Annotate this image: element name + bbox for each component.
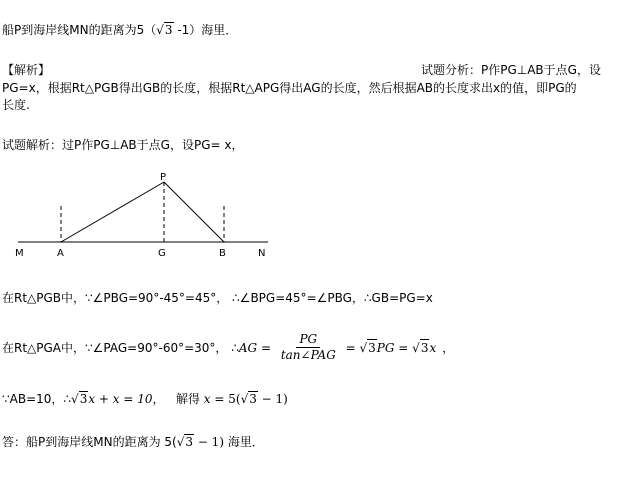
solution-intro: 试题解析：过P作PG⊥AB于点G，设PG= x， (2, 138, 244, 152)
step2-x: x (429, 340, 437, 355)
step3-prefix: ∵AB=10，∴ (2, 392, 72, 406)
label-g: G (158, 248, 166, 259)
sqrt-sign: √ (359, 340, 368, 355)
geometry-diagram (0, 172, 280, 262)
step2 (2, 332, 454, 363)
step2-ag: AG (238, 340, 258, 355)
label-b: B (219, 248, 226, 259)
intro-sqrt: 3 (164, 23, 173, 37)
label-p: P (160, 172, 167, 183)
step3-sqrt2: 3 (249, 392, 257, 406)
sqrt-sign: √ (240, 392, 249, 406)
step1: 在Rt△PGB中，∵∠PBG=90°-45°=45°， ∴∠BPG=45°=∠PBG，∴GB=PG=x (2, 291, 433, 305)
intro-line (2, 22, 237, 38)
step2-tail: ， (442, 340, 455, 355)
fraction-numerator: PG (296, 332, 320, 348)
step3 (2, 391, 288, 407)
label-m: M (15, 248, 24, 259)
analysis-line2: PG=x，根据Rt△PGB得出GB的长度，根据Rt△APG得出AG的长度，然后根据AB的长度求出x的值，即PG的 (2, 81, 577, 95)
step3-tail: − 1) (257, 392, 288, 406)
segment-pa (61, 182, 164, 242)
sqrt-sign: √ (156, 23, 164, 37)
step3-expr: x + x = 10 (88, 392, 153, 406)
sqrt-sign: √ (412, 340, 420, 355)
analysis-label: 【解析】 (2, 63, 51, 77)
step3-sqrt: 3 (79, 392, 88, 406)
answer (2, 434, 264, 450)
sqrt-sign: √ (71, 392, 79, 406)
analysis-heading: 试题分析：P作PG⊥AB于点G，设 (421, 63, 601, 77)
step2-sqrt: 3 (368, 341, 376, 355)
answer-mid: − 1) (194, 435, 224, 449)
step2-eq: = (257, 340, 275, 355)
step2-eq2: = (341, 340, 360, 355)
step3-eq: = 5( (210, 392, 241, 406)
fraction (278, 332, 339, 363)
fraction-denominator: tan∠PAG (280, 348, 336, 362)
answer-suffix: 海里． (224, 435, 264, 449)
step2-eq3: = (394, 340, 413, 355)
step3-mid: ， 解得 (152, 392, 204, 406)
intro-before: 船P到海岸线MN的距离为5（ (2, 23, 157, 37)
step3-x: x (203, 392, 211, 406)
answer-prefix: 答：船P到海岸线MN的距离为 5( (2, 435, 177, 449)
step2-sqrt2: 3 (420, 341, 429, 355)
intro-after: -1）海里． (173, 23, 238, 37)
label-n: N (258, 248, 266, 259)
analysis-line3: 长度. (2, 98, 30, 112)
segment-pb (164, 182, 224, 242)
step2-mid: PG (376, 340, 395, 355)
label-a: A (57, 248, 64, 259)
sqrt-sign: √ (176, 435, 185, 449)
step2-text: 在Rt△PGA中，∵∠PAG=90°-60°=30°， ∴ (2, 340, 239, 355)
answer-sqrt: 3 (185, 435, 193, 449)
